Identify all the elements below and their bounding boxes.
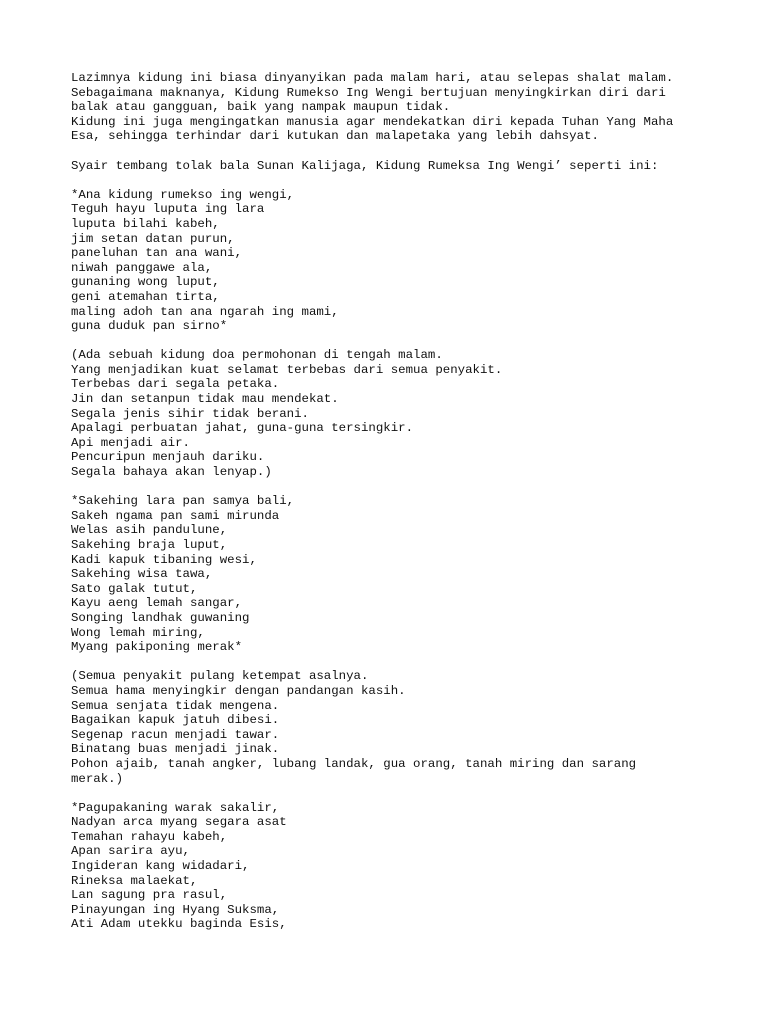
text-line: *Ana kidung rumekso ing wengi, [71,187,295,202]
text-line: (Ada sebuah kidung doa permohonan di tengah malam. [71,348,443,363]
text-line: *Pagupakaning warak sakalir, [71,800,280,815]
text-line: luputa bilahi kabeh, [71,216,220,231]
document-page [71,71,731,947]
text-line: guna duduk pan sirno* [71,319,228,334]
text-line: Kadi kapuk tibaning wesi, [71,552,257,567]
text-line: Kayu aeng lemah sangar, [71,596,243,611]
text-line: Binatang buas menjadi jinak. [71,742,280,757]
text-line: Teguh hayu luputa ing lara [71,202,265,217]
text-line: Yang menjadikan kuat selamat terbebas dari semua penyakit. [71,362,503,377]
text-line: Apalagi perbuatan jahat, guna-guna tersingkir. [71,421,414,436]
text-line: Apan sarira ayu, [71,844,190,859]
text-line: Rineksa malaekat, [71,873,198,888]
text-line: Segala jenis sihir tidak berani. [71,406,309,421]
text-line: balak atau gangguan, baik yang nampak maupun tidak. [71,100,451,115]
text-line: Songing landhak guwaning [71,610,250,625]
text-line: Kidung ini juga mengingatkan manusia agar mendekatkan diri kepada Tuhan Yang Maha [71,114,674,129]
text-line: Lan sagung pra rasul, [71,888,228,903]
text-line: Myang pakiponing merak* [71,640,243,655]
text-line: Semua hama menyingkir dengan pandangan kasih. [71,683,406,698]
text-line: geni atemahan tirta, [71,289,220,304]
text-line: Pinayungan ing Hyang Suksma, [71,902,280,917]
text-line: paneluhan tan ana wani, [71,246,243,261]
text-line: Pohon ajaib, tanah angker, lubang landak, gua orang, tanah miring dan sarang [71,756,637,771]
text-line: Jin dan setanpun tidak mau mendekat. [71,392,339,407]
text-line: Welas asih pandulune, [71,523,228,538]
translation-1 [71,348,731,479]
text-line: Ingideran kang widadari, [71,859,250,874]
text-line: *Sakehing lara pan samya bali, [71,494,295,509]
text-line: Pencuripun menjauh dariku. [71,450,265,465]
text-line: Temahan rahayu kabeh, [71,829,228,844]
verse-3 [71,801,731,932]
text-line: niwah panggawe ala, [71,260,213,275]
intro-paragraph [71,71,731,144]
text-line: Lazimnya kidung ini biasa dinyanyikan pada malam hari, atau selepas shalat malam. [71,71,674,85]
text-line: Terbebas dari segala petaka. [71,377,280,392]
text-line: gunaning wong luput, [71,275,220,290]
text-line: Sakeh ngama pan sami mirunda [71,508,280,523]
text-line: Semua senjata tidak mengena. [71,698,280,713]
text-line: Sebagaimana maknanya, Kidung Rumekso Ing Wengi bertujuan menyingkirkan diri dari [71,85,666,100]
text-line: (Semua penyakit pulang ketempat asalnya. [71,669,369,684]
text-line: merak.) [71,771,124,786]
text-line: Sakehing braja luput, [71,538,228,552]
text-line: Wong lemah miring, [71,625,205,640]
text-line: Bagaikan kapuk jatuh dibesi. [71,713,280,728]
syair-intro-paragraph [71,159,731,174]
text-line: Sato galak tutut, [71,581,198,596]
verse-2 [71,494,731,655]
text-line: maling adoh tan ana ngarah ing mami, [71,304,339,319]
text-line: Segenap racun menjadi tawar. [71,727,280,742]
text-line: Ati Adam utekku baginda Esis, [71,917,287,932]
text-line: Sakehing wisa tawa, [71,567,213,582]
verse-1 [71,188,731,334]
text-line: jim setan datan purun, [71,231,235,246]
text-line: Segala bahaya akan lenyap.) [71,465,272,480]
text-line: Nadyan arca myang segara asat [71,815,287,830]
text-line: Api menjadi air. [71,435,190,450]
text-line: Syair tembang tolak bala Sunan Kalijaga, Kidung Rumeksa Ing Wengi’ seperti ini: [71,158,659,173]
text-line: Esa, sehingga terhindar dari kutukan dan malapetaka yang lebih dahsyat. [71,129,599,144]
translation-2 [71,669,731,786]
